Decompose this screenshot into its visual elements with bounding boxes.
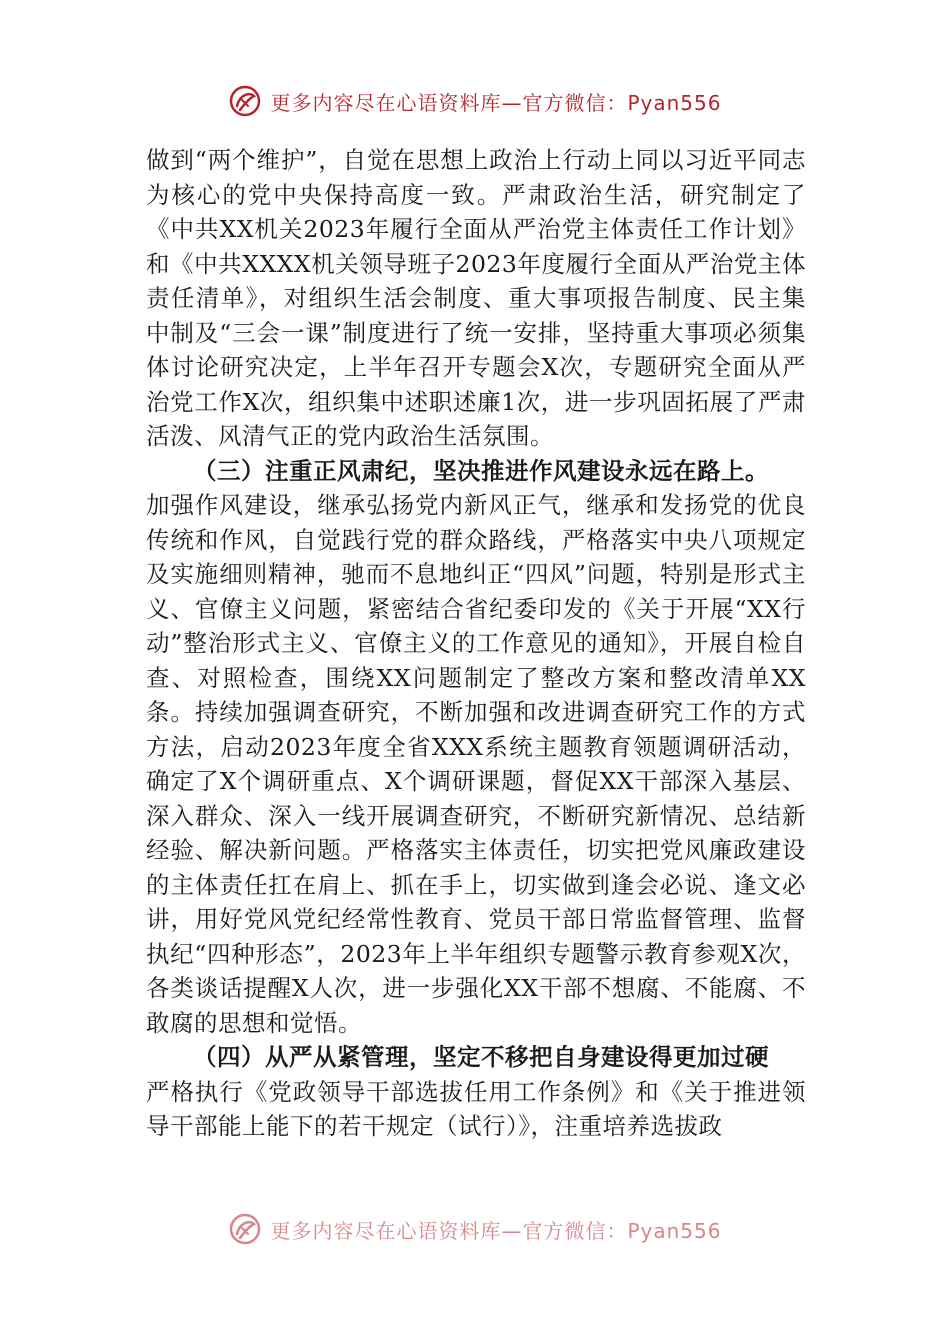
watermark-text: 更多内容尽在心语资料库—官方微信：Pyan556 xyxy=(270,1218,722,1243)
watermark-header xyxy=(0,84,950,118)
paragraph: 加强作风建设，继承弘扬党内新风正气，继承和发扬党的优良传统和作风，自觉践行党的群众路线，严格落实中央八项规定及实施细则精神，驰而不息地纠正“四风”问题，特别是形式主义、官僚主义问题，紧密结合省纪委印发的《关于开展“XX行动”整治形式主义、官僚主义的工作意见的通知》，开展自检自查、对照检查，围绕XX问题制定了整改方案和整改清单XX条。持续加强调查研究，不断加强和改进调查研究工作的方式方法，启动2023年度全省XXX系统主题教育领题调研活动，确定了X个调研重点、X个调研课题，督促XX干部深入基层、深入群众、深入一线开展调查研究，不断研究新情况、总结新经验、解决新问题。严格落实主体责任，切实把党风廉政建设的主体责任扛在肩上、抓在手上，切实做到逢会必说、逢文必讲，用好党风党纪经常性教育、党员干部日常监督管理、监督执纪“四种形态”，2023年上半年组织专题警示教育参观X次，各类谈话提醒X人次，进一步强化XX干部不想腐、不能腐、不敢腐的思想和觉悟。 xyxy=(146,491,806,1037)
section-heading: （四）从严从紧管理，坚定不移把自身建设得更加过硬 xyxy=(193,1043,769,1071)
watermark-footer xyxy=(0,1212,950,1246)
brand-logo-icon xyxy=(228,1212,262,1246)
section-heading: （三）注重正风肃纪，坚决推进作风建设永远在路上。 xyxy=(193,456,769,485)
document-body xyxy=(146,143,806,1144)
paragraph: 做到“两个维护”，自觉在思想上政治上行动上同以习近平同志为核心的党中央保持高度一致。严肃政治生活，研究制定了《中共XX机关2023年履行全面从严治党主体责任工作计划》和《中共XXXX机关领导班子2023年度履行全面从严治党主体责任清单》，对组织生活会制度、重大事项报告制度、民主集中制及“三会一课”制度进行了统一安排，坚持重大事项必须集体讨论研究决定，上半年召开专题会X次，专题研究全面从严治党工作X次，组织集中述职述廉1次，进一步巩固拓展了严肃活泼、风清气正的党内政治生活氛围。 xyxy=(146,146,806,450)
watermark-text: 更多内容尽在心语资料库—官方微信：Pyan556 xyxy=(270,90,722,115)
paragraph: 严格执行《党政领导干部选拔任用工作条例》和《关于推进领导干部能上能下的若干规定（试行）》，注重培养选拔政 xyxy=(146,1077,806,1140)
brand-logo-icon xyxy=(228,84,262,118)
